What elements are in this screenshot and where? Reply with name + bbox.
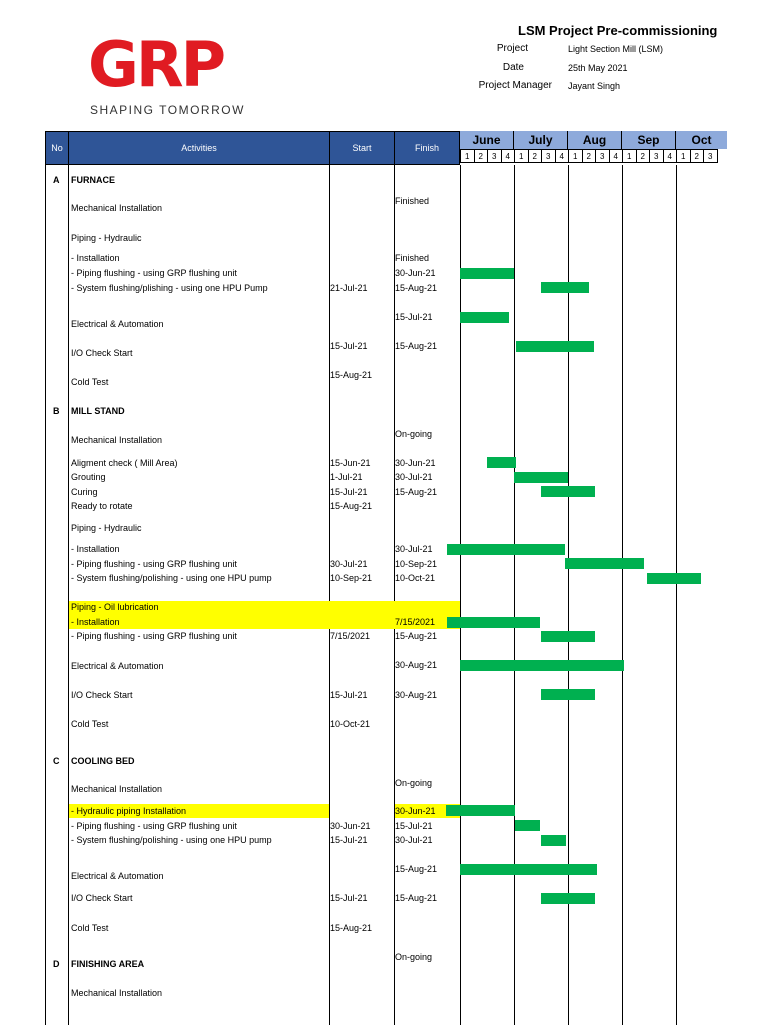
row-activity: MILL STAND [71, 406, 125, 416]
week-cell: 4 [609, 149, 624, 163]
row-activity: Curing [71, 487, 98, 497]
row-start: 15-Jul-21 [330, 487, 368, 497]
week-cell: 2 [582, 149, 597, 163]
row-activity: Electrical & Automation [71, 871, 164, 881]
row-activity: - System flushing/polishing - using one HPU pump [71, 573, 272, 583]
row-activity: FINISHING AREA [71, 959, 145, 969]
row-activity: Cold Test [71, 719, 109, 729]
column-header-no: No [45, 131, 69, 165]
project-label: Project [496, 43, 528, 54]
gantt-bar [541, 893, 595, 904]
week-cell: 1 [568, 149, 583, 163]
row-finish: Finished [395, 253, 430, 263]
row-activity: - Installation [71, 617, 120, 627]
row-start: 10-Oct-21 [330, 719, 371, 729]
month-sep: Sep [622, 131, 676, 149]
week-cell: 3 [541, 149, 556, 163]
row-activity: FURNACE [71, 175, 115, 185]
row-finish: 15-Jul-21 [395, 312, 433, 322]
row-no: D [53, 959, 60, 969]
week-cell: 3 [487, 149, 502, 163]
row-activity: Aligment check ( Mill Area) [71, 458, 178, 468]
row-finish: 30-Jun-21 [395, 458, 436, 468]
row-start: 15-Jul-21 [330, 835, 368, 845]
week-cell: 4 [555, 149, 570, 163]
row-activity: - System flushing/plishing - using one HPU Pump [71, 283, 268, 293]
gantt-bar [460, 660, 625, 671]
row-finish: On-going [395, 429, 433, 439]
row-start: 30-Jul-21 [330, 559, 368, 569]
row-activity: Ready to rotate [71, 501, 133, 511]
month-aug: Aug [568, 131, 622, 149]
gantt-bar [460, 312, 510, 323]
row-activity: I/O Check Start [71, 348, 133, 358]
gantt-bar [514, 472, 568, 483]
gantt-bar [460, 864, 598, 875]
row-activity: Mechanical Installation [71, 203, 163, 213]
row-activity: - Piping flushing - using GRP flushing unit [71, 559, 237, 569]
row-start: 15-Aug-21 [330, 370, 373, 380]
row-finish: 15-Aug-21 [395, 631, 438, 641]
gantt-bar [647, 573, 701, 584]
row-activity: Grouting [71, 472, 106, 482]
week-cell: 1 [676, 149, 691, 163]
week-cell: 4 [501, 149, 516, 163]
row-start: 15-Jul-21 [330, 690, 368, 700]
row-start: 15-Aug-21 [330, 923, 373, 933]
row-finish: 30-Jul-21 [395, 544, 433, 554]
row-start: 15-Jul-21 [330, 341, 368, 351]
row-finish: 30-Jul-21 [395, 835, 433, 845]
row-activity: - Piping flushing - using GRP flushing unit [71, 631, 237, 641]
gantt-bar [541, 486, 595, 497]
row-finish: 15-Aug-21 [395, 893, 438, 903]
row-finish: 15-Aug-21 [395, 864, 438, 874]
row-finish: 30-Jun-21 [395, 268, 436, 278]
row-activity: - System flushing/polishing - using one HPU pump [71, 835, 272, 845]
gantt-bar [541, 631, 595, 642]
row-activity: - Installation [71, 544, 120, 554]
week-cell: 2 [690, 149, 705, 163]
row-finish: 15-Aug-21 [395, 487, 438, 497]
date-label: Date [502, 62, 524, 73]
row-activity: Piping - Oil lubrication [71, 602, 159, 612]
row-no: A [53, 175, 60, 185]
row-finish: 30-Jul-21 [395, 472, 433, 482]
gantt-bar [447, 544, 564, 555]
row-activity: - Installation [71, 253, 120, 263]
week-cell: 2 [528, 149, 543, 163]
row-activity: Mechanical Installation [71, 784, 163, 794]
row-start: 15-Aug-21 [330, 501, 373, 511]
row-start: 15-Jun-21 [330, 458, 371, 468]
gantt-bar [487, 457, 517, 468]
week-cell: 2 [474, 149, 489, 163]
row-start: 7/15/2021 [330, 631, 371, 641]
row-start: 1-Jul-21 [330, 472, 363, 482]
date-value: 25th May 2021 [568, 63, 628, 73]
gantt-bar [446, 805, 515, 816]
row-finish: 7/15/2021 [395, 617, 436, 627]
column-header-activities: Activities [68, 131, 330, 165]
week-cell: 1 [514, 149, 529, 163]
row-activity: - Hydraulic piping Installation [71, 806, 187, 816]
row-activity: COOLING BED [71, 756, 135, 766]
column-header-start: Start [329, 131, 395, 165]
row-finish: 15-Jul-21 [395, 821, 433, 831]
row-finish: On-going [395, 778, 433, 788]
row-activity: Cold Test [71, 377, 109, 387]
row-finish: 15-Aug-21 [395, 341, 438, 351]
project-manager-label: Project Manager [478, 80, 552, 91]
row-finish: 30-Aug-21 [395, 660, 438, 670]
row-finish: On-going [395, 952, 433, 962]
row-start: 30-Jun-21 [330, 821, 371, 831]
week-cell: 4 [663, 149, 678, 163]
row-activity: - Piping flushing - using GRP flushing unit [71, 821, 237, 831]
project-value: Light Section Mill (LSM) [568, 44, 664, 54]
logo-tagline: SHAPING TOMORROW [90, 103, 245, 117]
project-manager-value: Jayant Singh [568, 81, 621, 91]
row-finish: 30-Aug-21 [395, 690, 438, 700]
week-cell: 3 [595, 149, 610, 163]
row-finish: Finished [395, 196, 430, 206]
row-activity: Piping - Hydraulic [71, 523, 142, 533]
row-start: 15-Jul-21 [330, 893, 368, 903]
row-no: B [53, 406, 60, 416]
week-cell: 1 [622, 149, 637, 163]
row-activity: Mechanical Installation [71, 988, 163, 998]
month-june: June [460, 131, 514, 149]
week-cell: 2 [636, 149, 651, 163]
row-finish: 30-Jun-21 [395, 806, 436, 816]
row-finish: 10-Sep-21 [395, 559, 438, 569]
gantt-bar [515, 820, 541, 831]
row-finish: 15-Aug-21 [395, 283, 438, 293]
row-activity: I/O Check Start [71, 893, 133, 903]
row-activity: Cold Test [71, 923, 109, 933]
gantt-bar [447, 617, 540, 628]
week-cell: 3 [703, 149, 718, 163]
gantt-bar [541, 689, 595, 700]
document-title: LSM Project Pre-commissioning [518, 23, 718, 38]
row-activity: Electrical & Automation [71, 661, 164, 671]
grp-logo: GRP [88, 28, 224, 101]
row-start: 21-Jul-21 [330, 283, 368, 293]
row-activity: - Piping flushing - using GRP flushing unit [71, 268, 237, 278]
week-cell: 3 [649, 149, 664, 163]
gantt-bar [541, 282, 590, 293]
row-activity: Electrical & Automation [71, 319, 164, 329]
week-cell: 1 [460, 149, 475, 163]
row-finish: 10-Oct-21 [395, 573, 436, 583]
month-july: July [514, 131, 568, 149]
row-activity: I/O Check Start [71, 690, 133, 700]
row-no: C [53, 756, 60, 766]
column-header-finish: Finish [394, 131, 460, 165]
row-start: 10-Sep-21 [330, 573, 373, 583]
gantt-bar [565, 558, 645, 569]
row-activity: Mechanical Installation [71, 435, 163, 445]
month-oct: Oct [676, 131, 727, 149]
gantt-bar [460, 268, 514, 279]
row-activity: Piping - Hydraulic [71, 233, 142, 243]
gantt-bar [516, 341, 594, 352]
gantt-bar [541, 835, 567, 846]
